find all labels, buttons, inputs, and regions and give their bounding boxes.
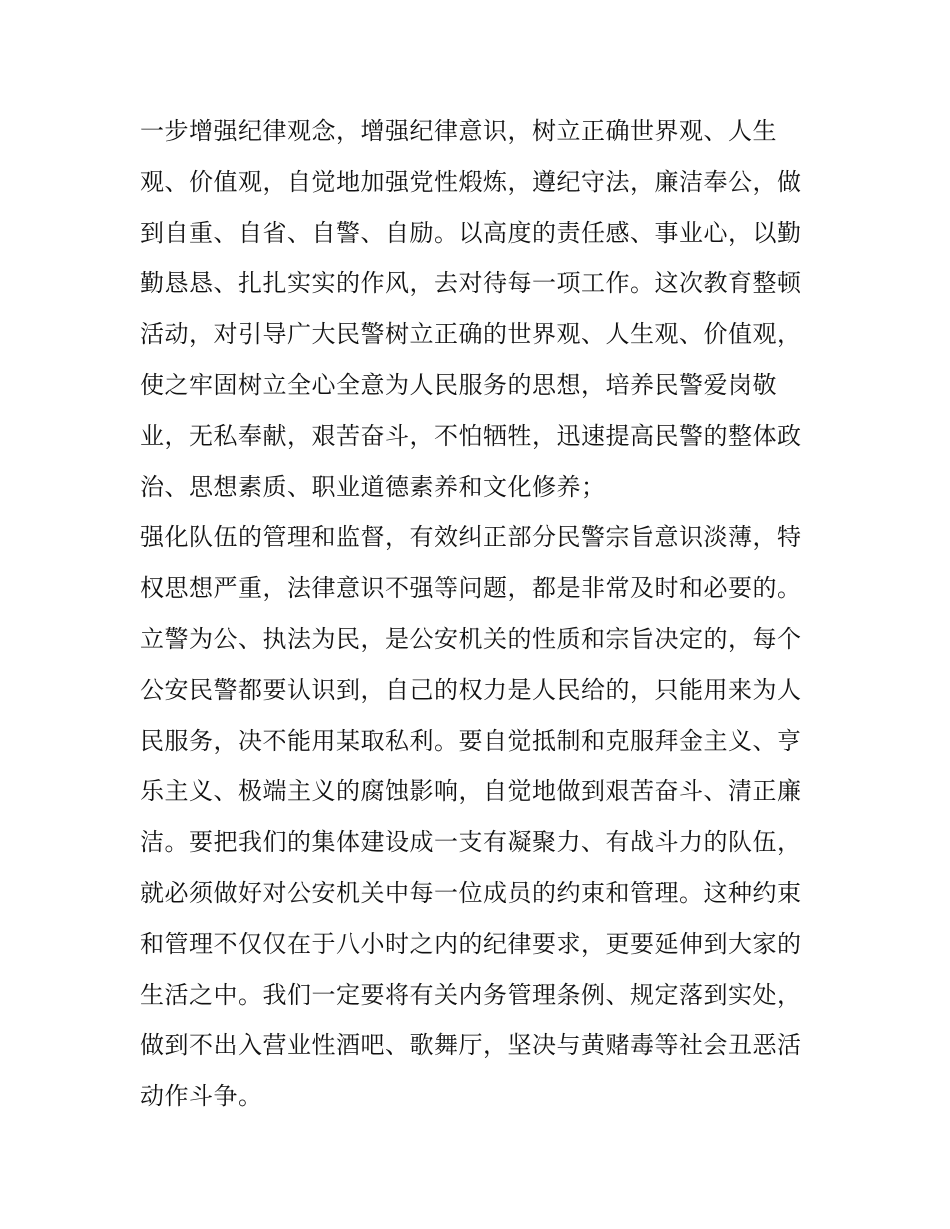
- text-line: 和管理不仅仅在于八小时之内的纪律要求，更要延伸到大家的: [140, 929, 802, 958]
- text-line: 民服务，决不能用某取私利。要自觉抵制和克服拜金主义、亨: [140, 726, 802, 755]
- text-line: 立警为公、执法为民，是公安机关的性质和宗旨决定的，每个: [140, 624, 802, 653]
- text-line: 业，无私奉献，艰苦奋斗，不怕牺牲，迅速提高民警的整体政: [140, 421, 802, 450]
- text-line: 动作斗争。: [140, 1082, 263, 1111]
- text-line: 使之牢固树立全心全意为人民服务的思想，培养民警爱岗敬: [140, 370, 777, 399]
- text-line: 做到不出入营业性酒吧、歌舞厅，坚决与黄赌毒等社会丑恶活: [140, 1031, 802, 1060]
- text-line: 洁。要把我们的集体建设成一支有凝聚力、有战斗力的队伍，: [140, 828, 802, 857]
- text-line: 观、价值观，自觉地加强党性煅炼，遵纪守法，廉洁奉公，做: [140, 167, 802, 196]
- text-line: 就必须做好对公安机关中每一位成员的约束和管理。这种约束: [140, 878, 802, 907]
- text-line: 公安民警都要认识到，自己的权力是人民给的，只能用来为人: [140, 675, 802, 704]
- text-line: 权思想严重，法律意识不强等问题，都是非常及时和必要的。: [140, 574, 802, 603]
- text-line: 治、思想素质、职业道德素养和文化修养；: [140, 472, 606, 501]
- text-line: 活动，对引导广大民警树立正确的世界观、人生观、价值观，: [140, 320, 802, 349]
- text-line: 乐主义、极端主义的腐蚀影响，自觉地做到艰苦奋斗、清正廉: [140, 777, 802, 806]
- text-line: 勤恳恳、扎扎实实的作风，去对待每一项工作。这次教育整顿: [140, 269, 802, 298]
- text-line: 生活之中。我们一定要将有关内务管理条例、规定落到实处，: [140, 980, 802, 1009]
- text-line: 一步增强纪律观念，增强纪律意识，树立正确世界观、人生: [140, 117, 777, 145]
- text-line: 到自重、自省、自警、自励。以高度的责任感、事业心，以勤: [140, 218, 802, 247]
- text-line: 强化队伍的管理和监督，有效纠正部分民警宗旨意识淡薄，特: [140, 523, 802, 552]
- body-text: [140, 106, 830, 1122]
